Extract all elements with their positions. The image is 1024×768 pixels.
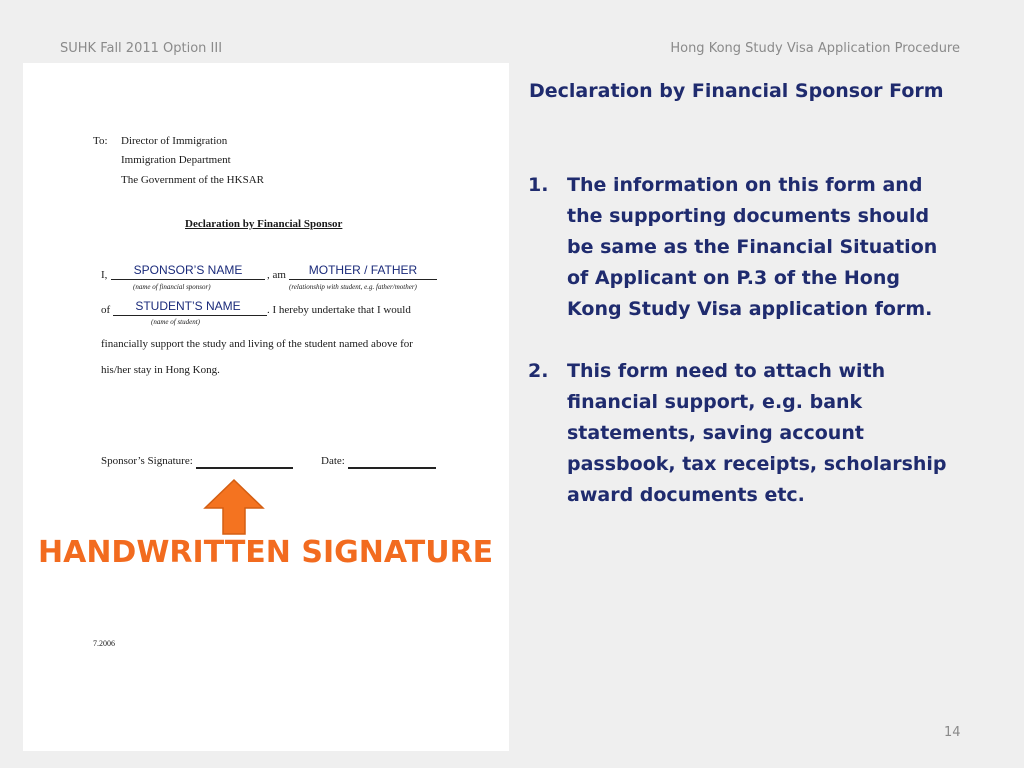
slide-title: Declaration by Financial Sponsor Form <box>529 80 944 102</box>
relation-caption: (relationship with student, e.g. father/mother) <box>289 283 417 291</box>
date-label: Date: <box>321 455 345 467</box>
form-to-label: To: <box>93 135 108 147</box>
form-address-line-3: The Government of the HKSAR <box>121 174 264 186</box>
header-topic: Hong Kong Study Visa Application Procedure <box>670 41 960 56</box>
up-arrow-icon <box>203 478 265 536</box>
form-title: Declaration by Financial Sponsor <box>185 218 343 230</box>
form-version-date: 7.2006 <box>93 639 115 648</box>
form-of-label: of <box>101 304 111 316</box>
handwritten-signature-annotation: HANDWRITTEN SIGNATURE <box>38 535 494 570</box>
form-i-label: I, <box>101 269 108 281</box>
signature-line <box>196 467 293 469</box>
page-number: 14 <box>944 725 961 740</box>
form-undertake-text: . I hereby undertake that I would <box>267 304 411 316</box>
sponsor-name-caption: (name of financial sponsor) <box>133 283 211 291</box>
list-item-text: This form need to attach with financial support, e.g. bank statements, saving account passbook, tax receipts, scholarship award documents etc. <box>567 360 947 506</box>
list-item <box>528 170 948 325</box>
student-name-fill: STUDENT’S NAME <box>123 299 253 313</box>
form-body-line-3: his/her stay in Hong Kong. <box>101 364 220 376</box>
student-name-line <box>113 315 267 316</box>
list-item-text: The information on this form and the supporting documents should be same as the Financial Situation of Applicant on P.3 of the Hong Kong Study Visa application form. <box>567 174 938 320</box>
form-address-line-2: Immigration Department <box>121 154 231 166</box>
relation-line <box>289 279 437 280</box>
sponsor-form-image <box>23 63 509 751</box>
student-name-caption: (name of student) <box>151 318 200 326</box>
sponsor-name-fill: SPONSOR’S NAME <box>123 263 253 277</box>
relation-fill: MOTHER / FATHER <box>295 263 431 277</box>
sponsor-name-line <box>111 279 265 280</box>
form-body-line-2: financially support the study and living of the student named above for <box>101 338 413 350</box>
signature-label: Sponsor’s Signature: <box>101 455 193 467</box>
list-item <box>528 356 948 511</box>
instruction-list <box>528 170 948 542</box>
date-line <box>348 467 436 469</box>
list-item-number: 2. <box>528 360 549 382</box>
form-am-label: , am <box>267 269 286 281</box>
form-address-line-1: Director of Immigration <box>121 135 228 147</box>
list-item-number: 1. <box>528 174 549 196</box>
header-course: SUHK Fall 2011 Option III <box>60 41 223 56</box>
